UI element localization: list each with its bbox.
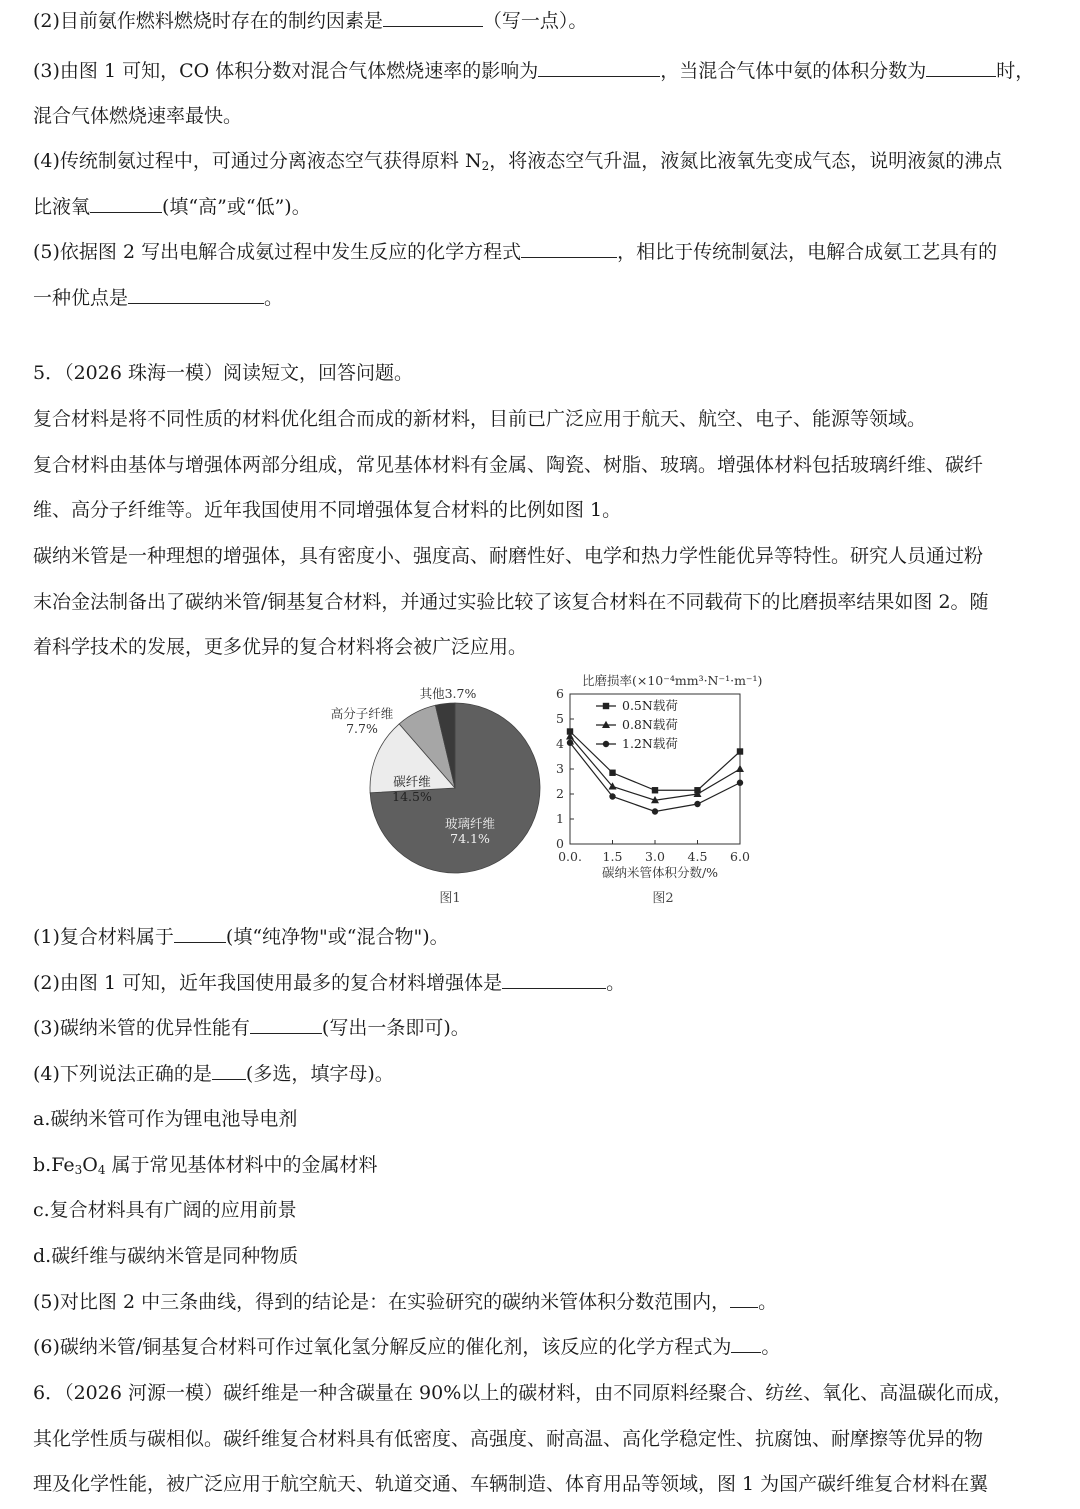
y-tick-label: 3 xyxy=(556,761,564,776)
pie-value-label: 74.1% xyxy=(450,831,490,846)
pie-label: 高分子纤维 xyxy=(330,706,394,721)
q5-sub3: (3)碳纳米管的优异性能有 (写出一条即可)。 xyxy=(33,1017,470,1039)
option-d: d.碳纤维与碳纳米管是同种物质 xyxy=(33,1245,299,1267)
data-point xyxy=(609,793,615,799)
x-tick-label: 3.0 xyxy=(645,849,665,864)
option-c: c.复合材料具有广阔的应用前景 xyxy=(33,1199,297,1221)
legend-label: 1.2N载荷 xyxy=(622,736,678,751)
option-a: a.碳纳米管可作为锂电池导电剂 xyxy=(33,1108,298,1130)
answer-blank[interactable] xyxy=(730,1289,758,1308)
pie-caption: 图1 xyxy=(439,891,461,906)
data-point xyxy=(603,741,609,747)
pie-value-label: 14.5% xyxy=(392,789,432,804)
q4-part4: (4)传统制氨过程中，可通过分离液态空气获得原料 $N_2$，将液态空气升温，液氮比液氧先变成气态，说明液氮的沸点 xyxy=(33,150,1003,173)
x-axis-label: 碳纳米管体积分数/% xyxy=(601,865,719,880)
q5-sub4: (4)下列说法正确的是 (多选，填字母)。 xyxy=(33,1063,394,1085)
x-tick-label: 0.0. xyxy=(558,849,582,864)
q4-part5: (5)依据图 2 写出电解合成氨过程中发生反应的化学方程式 ，相比于传统制氨法，电解合成氨工艺具有的 xyxy=(33,241,998,263)
y-tick-label: 6 xyxy=(556,686,564,701)
legend-label: 0.8N载荷 xyxy=(622,717,678,732)
answer-blank[interactable] xyxy=(128,285,264,304)
y-tick-label: 5 xyxy=(556,711,564,726)
data-point xyxy=(652,787,658,793)
data-point xyxy=(603,703,609,709)
q5-paragraph: 着科学技术的发展，更多优异的复合材料将会被广泛应用。 xyxy=(33,636,528,658)
option-b: $b.Fe_3O_4$ 属于常见基体材料中的金属材料 xyxy=(33,1154,378,1177)
q6-paragraph: 其化学性质与碳相似。碳纤维复合材料具有低密度、高强度、耐高温、高化学稳定性、抗腐蚀、耐摩擦等优异的物 xyxy=(33,1428,984,1450)
line-chart xyxy=(556,673,762,880)
q5-paragraph: 末冶金法制备出了碳纳米管/铜基复合材料，并通过实验比较了该复合材料在不同载荷下的比磨损率结果如图 2。随 xyxy=(33,591,989,613)
data-point xyxy=(737,780,743,786)
data-point xyxy=(567,740,573,746)
data-point xyxy=(736,765,744,772)
answer-blank[interactable] xyxy=(250,1015,322,1034)
q5-sub5: (5)对比图 2 中三条曲线，得到的结论是：在实验研究的碳纳米管体积分数范围内， 。 xyxy=(33,1291,778,1313)
data-point xyxy=(737,748,743,754)
q5-sub6: (6)碳纳米管/铜基复合材料可作过氧化氢分解反应的催化剂，该反应的化学方程式为 。 xyxy=(33,1336,781,1358)
figures xyxy=(320,668,780,913)
pie-label: 其他3.7% xyxy=(419,686,477,701)
x-tick-label: 1.5 xyxy=(602,849,623,864)
x-tick-label: 6.0 xyxy=(730,849,750,864)
figures-svg xyxy=(320,668,780,913)
q6-paragraph: 6．（2026 河源一模）碳纤维是一种含碳量在 90%以上的碳材料，由不同原料经聚合、纺丝、氧化、高温碳化而成， xyxy=(33,1382,1013,1404)
pie-chart xyxy=(331,686,540,873)
q5-sub2: (2)由图 1 可知，近年我国使用最多的复合材料增强体是 。 xyxy=(33,972,626,994)
y-tick-label: 2 xyxy=(556,786,564,801)
q4-part4-cont: 比液氧 (填“高”或“低”)。 xyxy=(33,196,311,218)
x-tick-label: 4.5 xyxy=(687,849,708,864)
line-caption: 图2 xyxy=(652,891,674,906)
q4-part3-cont: 混合气体燃烧速率最快。 xyxy=(33,105,243,127)
y-tick-label: 0 xyxy=(556,836,564,851)
answer-blank[interactable] xyxy=(383,8,483,27)
q4-part2: (2)目前氨作燃料燃烧时存在的制约因素是 （写一点）。 xyxy=(33,10,588,32)
answer-blank[interactable] xyxy=(521,239,617,258)
legend-label: 0.5N载荷 xyxy=(622,698,678,713)
q5-paragraph: 复合材料由基体与增强体两部分组成，常见基体材料有金属、陶瓷、树脂、玻璃。增强体材料包括玻璃纤维、碳纤 xyxy=(33,454,984,476)
answer-blank[interactable] xyxy=(90,194,162,213)
y-tick-label: 4 xyxy=(556,736,564,751)
data-point xyxy=(694,801,700,807)
q4-part5-cont: 一种优点是 。 xyxy=(33,287,284,309)
pie-label: 玻璃纤维 xyxy=(444,816,496,831)
answer-blank[interactable] xyxy=(212,1061,246,1080)
answer-blank[interactable] xyxy=(502,970,606,989)
data-point xyxy=(609,770,615,776)
q5-paragraph: 碳纳米管是一种理想的增强体，具有密度小、强度高、耐磨性好、电学和热力学性能优异等特性。研究人员通过粉 xyxy=(33,545,984,567)
y-tick-label: 1 xyxy=(556,811,564,826)
answer-blank[interactable] xyxy=(538,58,660,77)
answer-blank[interactable] xyxy=(926,58,996,77)
q6-paragraph: 理及化学性能，被广泛应用于航空航天、轨道交通、车辆制造、体育用品等领域，图 1 为国产碳纤维复合材料在翼 xyxy=(33,1473,989,1495)
data-point xyxy=(652,808,658,814)
y-axis-label: 比磨损率(×10⁻⁴mm³·N⁻¹·m⁻¹) xyxy=(582,673,763,688)
pie-label: 碳纤维 xyxy=(393,774,431,789)
q5-paragraph: 复合材料是将不同性质的材料优化组合而成的新材料，目前已广泛应用于航天、航空、电子、能源等领域。 xyxy=(33,408,927,430)
q4-part3: (3)由图 1 可知，CO 体积分数对混合气体燃烧速率的影响为 ，当混合气体中氨的体积分数为 时， xyxy=(33,60,1035,82)
answer-blank[interactable] xyxy=(174,924,226,943)
answer-blank[interactable] xyxy=(731,1334,761,1353)
q5-heading: 5．（2026 珠海一模）阅读短文，回答问题。 xyxy=(33,362,413,384)
q5-sub1: (1)复合材料属于 (填“纯净物"或“混合物")。 xyxy=(33,926,449,948)
pie-value-label: 7.7% xyxy=(346,721,378,736)
q5-paragraph: 维、高分子纤维等。近年我国使用不同增强体复合材料的比例如图 1。 xyxy=(33,499,622,521)
